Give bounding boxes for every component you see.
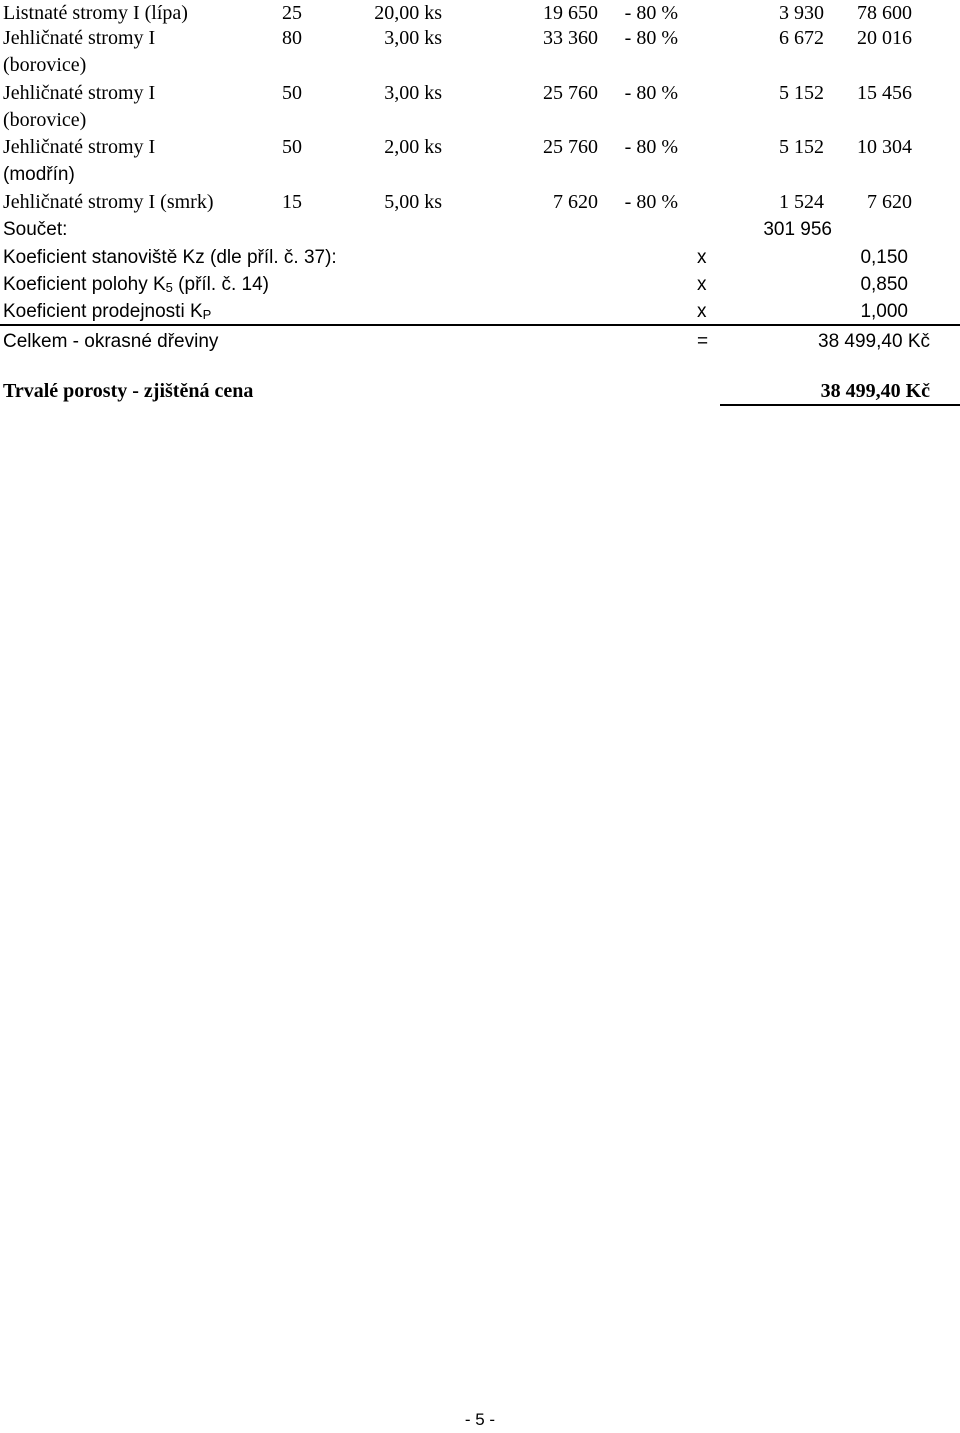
tree-percent: 25	[282, 2, 302, 24]
sum-value: 301 956	[763, 219, 832, 240]
tree-row	[0, 189, 960, 216]
tree-value: 5 152	[779, 82, 824, 104]
tree-row-continuation	[0, 107, 960, 134]
coefficient-label: Koeficient stanoviště Kz (dle příl. č. 37):	[3, 247, 337, 268]
tree-value: 5 152	[779, 136, 824, 158]
coefficient-operator: x	[697, 247, 707, 268]
tree-name-continuation: (modřín)	[3, 164, 75, 185]
tree-pieces: 20,00 ks	[374, 2, 442, 24]
tree-total: 10 304	[857, 136, 912, 158]
page-number: - 5 -	[464, 1410, 496, 1429]
coefficient-label-subscript: P	[202, 307, 212, 322]
final-price-value: 38 499,40 Kč	[820, 380, 930, 402]
coefficient-row	[0, 298, 960, 325]
ornamental-total-value: 38 499,40 Kč	[818, 331, 930, 352]
tree-total: 15 456	[857, 82, 912, 104]
ornamental-total-operator: =	[697, 331, 709, 352]
tree-row	[0, 134, 960, 161]
tree-row	[0, 80, 960, 107]
tree-name: Jehličnaté stromy I	[3, 82, 156, 104]
tree-reduction: - 80 %	[624, 2, 678, 24]
tree-name: Jehličnaté stromy I	[3, 136, 156, 158]
tree-base-price: 7 620	[553, 191, 598, 213]
sum-label: Součet:	[3, 219, 68, 240]
coefficient-value: 1,000	[860, 301, 908, 322]
tree-reduction: - 80 %	[624, 191, 678, 213]
tree-row-continuation	[0, 161, 960, 188]
tree-pieces: 3,00 ks	[384, 27, 442, 49]
tree-percent: 50	[282, 82, 302, 104]
tree-name: Jehličnaté stromy I (smrk)	[3, 191, 214, 213]
tree-value: 1 524	[779, 191, 824, 213]
tree-name-continuation: (borovice)	[3, 109, 87, 131]
tree-reduction: - 80 %	[624, 27, 678, 49]
coefficient-label-subscript: 5	[165, 280, 173, 295]
tree-name: Jehličnaté stromy I	[3, 27, 156, 49]
coefficient-label-main: Koeficient prodejnosti K	[3, 301, 203, 322]
coefficient-value: 0,150	[860, 247, 908, 268]
coefficient-operator: x	[697, 301, 707, 322]
final-price-underline	[720, 404, 960, 406]
coefficient-label	[3, 271, 269, 301]
coefficient-row	[0, 271, 960, 298]
tree-row	[0, 0, 960, 27]
coefficient-label-main: Koeficient polohy K	[3, 274, 166, 295]
tree-percent: 80	[282, 27, 302, 49]
tree-reduction: - 80 %	[624, 82, 678, 104]
tree-value: 3 930	[779, 2, 824, 24]
tree-total: 7 620	[867, 191, 912, 213]
sum-row	[0, 216, 960, 243]
tree-total: 20 016	[857, 27, 912, 49]
final-price-label: Trvalé porosty - zjištěná cena	[3, 380, 254, 402]
tree-row	[0, 25, 960, 52]
tree-percent: 50	[282, 136, 302, 158]
coefficient-row	[0, 244, 960, 271]
tree-value: 6 672	[779, 27, 824, 49]
tree-base-price: 19 650	[543, 2, 598, 24]
tree-name-continuation: (borovice)	[3, 54, 87, 76]
coefficient-label-tail: (příl. č. 14)	[172, 274, 269, 295]
tree-pieces: 2,00 ks	[384, 136, 442, 158]
tree-base-price: 33 360	[543, 27, 598, 49]
ornamental-total-row	[0, 328, 960, 355]
tree-reduction: - 80 %	[624, 136, 678, 158]
ornamental-total-label: Celkem - okrasné dřeviny	[3, 331, 219, 352]
tree-base-price: 25 760	[543, 136, 598, 158]
tree-row-continuation	[0, 52, 960, 79]
final-price-row	[0, 378, 960, 405]
tree-percent: 15	[282, 191, 302, 213]
separator-line	[0, 324, 960, 326]
coefficient-operator: x	[697, 274, 707, 295]
tree-pieces: 5,00 ks	[384, 191, 442, 213]
tree-name: Listnaté stromy I (lípa)	[3, 2, 188, 24]
tree-total: 78 600	[857, 2, 912, 24]
coefficient-value: 0,850	[860, 274, 908, 295]
tree-base-price: 25 760	[543, 82, 598, 104]
tree-pieces: 3,00 ks	[384, 82, 442, 104]
